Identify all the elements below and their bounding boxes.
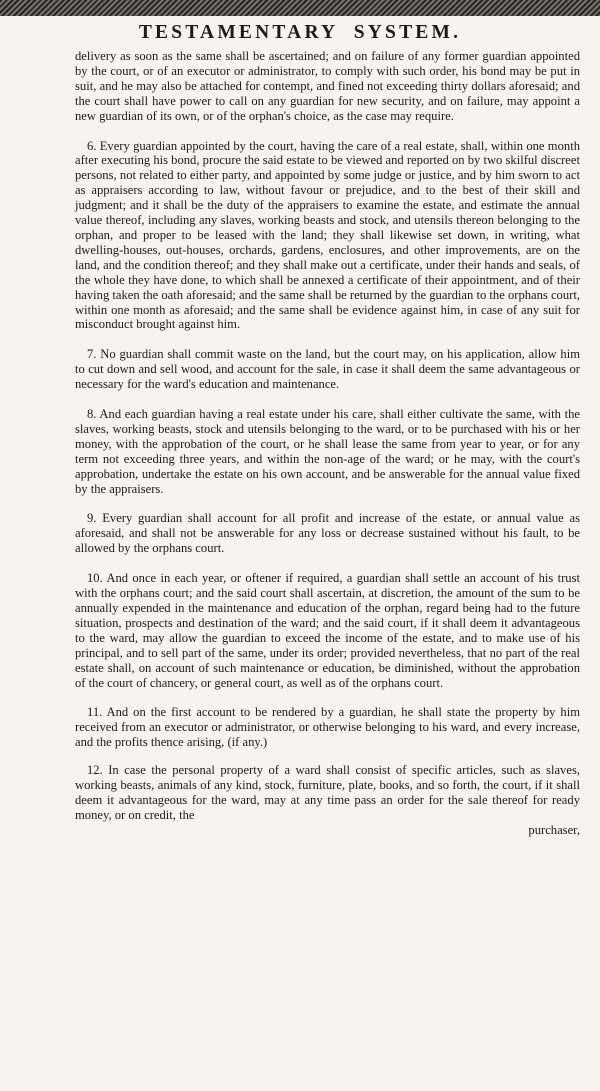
paragraph-11: 11. And on the first account to be rendered by a guardian, he shall state the property by him received from an executor or administrator, or otherwise belonging to his ward, and every increase, and the profits thence arising, (if any.)	[75, 705, 580, 750]
paragraph-6: 6. Every guardian appointed by the court, having the care of a real estate, shall, within one month after executing his bond, procure the said estate to be viewed and reported on by two skilful discreet persons, not related to either party, and appointed by some judge or justice, and by him sworn to act as appraisers according to law, without favour or prejudice, and to the best of their skill and judgment; and it shall be the duty of the appraisers to examine the estate, and estimate the annual value thereof, including any slaves, working beasts and stock, and utensils thereon belonging to the orphan, and proper to be leased with the land; they shall likewise set down, in writing, what dwelling-houses, out-houses, orchards, gardens, enclosures, and other improvements, are on the land, and the condition thereof; and they shall make out a certificate, under their hands and seals, of the whole they have done, to which shall be annexed a certificate of their appointment, and of their having taken the oath aforesaid; and the same shall be returned by the guardian to the orphans court, within one month as aforesaid; and the same shall be evidence against him, in case of any suit for misconduct brought against him.	[75, 138, 580, 332]
paragraph-10: 10. And once in each year, or oftener if required, a guardian shall settle an account of his trust with the orphans court; and the said court shall ascertain, at discretion, the amount of the sum to be annually expended in the maintenance and education of the orphan, regard being had to the future situation, prospects and destination of the ward; and the said court, if it shall deem it advantageous to the ward, may allow the guardian to exceed the income of the estate, and to make use of his principal, and to sell part of the same, under its order; provided nevertheless, that no part of the real estate shall, on account of such maintenance or education, be diminished, without the approbation of the court of chancery, or general court, as well as of the orphans court.	[75, 571, 580, 690]
paragraph-continued: delivery as soon as the same shall be ascertained; and on failure of any former guardian appointed by the court, or of an executor or administrator, to comply with such order, his bond may be put in suit, and he may also be attached for contempt, and fined not exceeding thirty dollars aforesaid; and the court shall have power to call on any guardian for new security, and on failure, may appoint a new guardian of its own, or of the orphan's choice, as the case may require.	[75, 49, 580, 123]
paragraph-9: 9. Every guardian shall account for all profit and increase of the estate, or annual value as aforesaid, and shall not be answerable for any loss or decrease sustained without his fault, to be allowed by the orphans court.	[75, 511, 580, 556]
paragraph-7: 7. No guardian shall commit waste on the land, but the court may, on his application, allow him to cut down and sell wood, and account for the sale, in case it shall deem the same advantageous or necessary for the ward's education and maintenance.	[75, 347, 580, 392]
document-page	[0, 16, 600, 1091]
body-text	[75, 49, 580, 838]
paragraph-12: 12. In case the personal property of a ward shall consist of specific articles, such as slaves, working beasts, animals of any kind, stock, furniture, plate, books, and so forth, the court, if it shall deem it advantageous for the ward, may at any time pass an order for the sale thereof for ready money, or on credit, the	[75, 763, 580, 822]
torn-page-edge	[0, 0, 600, 16]
paragraph-8: 8. And each guardian having a real estate under his care, shall either cultivate the same, with the slaves, working beasts, stock and utensils belonging to the ward, or to be purchased with his or her money, with the approbation of the court, or he shall lease the same from year to year, or for any term not exceeding three years, and within the non-age of the ward; or he may, with the court's approbation, undertake the estate on his own account, and be answerable for the annual value fixed by the appraisers.	[75, 407, 580, 496]
running-title: TESTAMENTARY SYSTEM.	[138, 22, 462, 43]
catchword: purchaser,	[528, 822, 580, 837]
